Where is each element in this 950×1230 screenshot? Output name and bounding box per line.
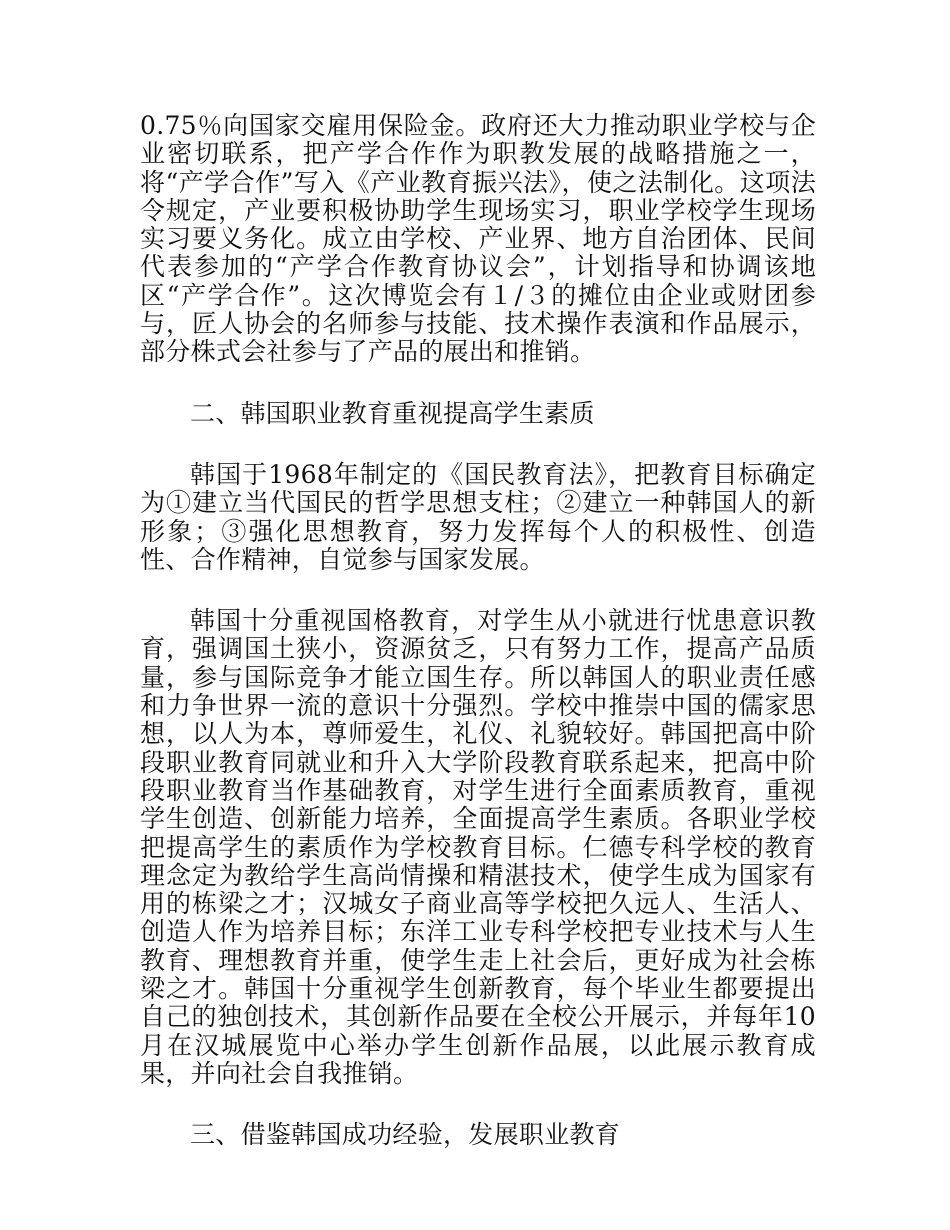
paragraph-education-law: 韩国于1968年制定的《国民教育法》，把教育目标确定为①建立当代国民的哲学思想支柱；②建立一种韩国人的新形象；③强化思想教育，努力发挥每个人的积极性、创造性、合作精神，自觉参与国家发展。 [140, 459, 816, 574]
paragraph-national-education: 韩国十分重视国格教育，对学生从小就进行忧患意识教育，强调国土狭小，资源贫乏，只有努力工作，提高产品质量，参与国际竞争才能立国生存。所以韩国人的职业责任感和力争世界一流的意识十分强烈。学校中推崇中国的儒家思想，以人为本，尊师爱生，礼仪、礼貌较好。韩国把高中阶段职业教育同就业和升入大学阶段教育联系起来，把高中阶段职业教育当作基础教育，对学生进行全面素质教育，重视学生创造、创新能力培养，全面提高学生素质。各职业学校把提高学生的素质作为学校教育目标。仁德专科学校的教育理念定为教给学生高尚情操和精湛技术，使学生成为国家有用的栋梁之才；汉城女子商业高等学校把久远人、生活人、创造人作为培养目标；东洋工业专科学校把专业技术与人生教育、理想教育并重，使学生走上社会后，更好成为社会栋梁之才。韩国十分重视学生创新教育，每个毕业生都要提出自己的独创技术，其创新作品要在全校公开展示，并每年10月在汉城展览中心举办学生创新作品展，以此展示教育成果，并向社会自我推销。 [140, 606, 816, 1088]
section-heading-2: 二、韩国职业教育重视提高学生素质 [190, 398, 595, 428]
paragraph-employment-insurance: 0.75％向国家交雇用保险金。政府还大力推动职业学校与企业密切联系，把产学合作作为职教发展的战略措施之一，将“产学合作”写入《产业教育振兴法》，使之法制化。这项法令规定，产业要积极协助学生现场实习，职业学校学生现场实习要义务化。成立由学校、产业界、地方自治团体、民间代表参加的“产学合作教育协议会”，计划指导和协调该地区“产学合作”。这次博览会有１/３的摊位由企业或财团参与，匠人协会的名师参与技能、技术操作表演和作品展示，部分株式会社参与了产品的展出和推销。 [140, 111, 816, 367]
document-page [140, 112, 816, 1150]
section-heading-3: 三、借鉴韩国成功经验，发展职业教育 [190, 1120, 621, 1150]
